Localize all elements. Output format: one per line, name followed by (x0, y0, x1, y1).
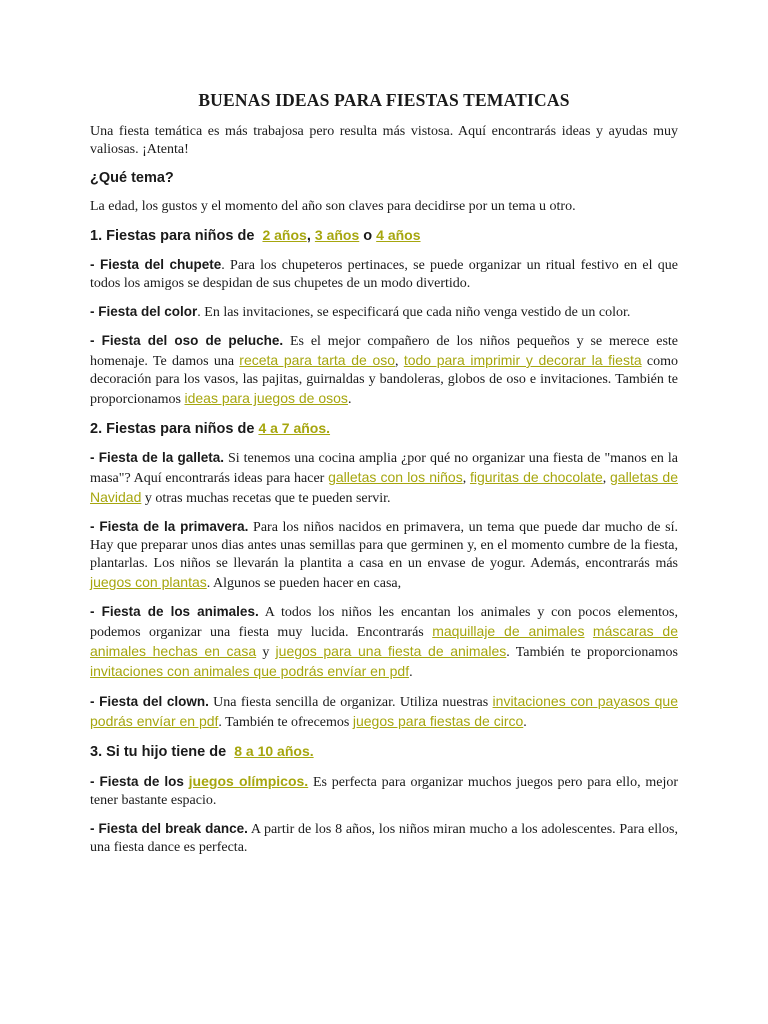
section2-heading-text: 2. Fiestas para niños de (90, 421, 255, 437)
animales-text5: . (409, 665, 413, 680)
galleta-text1: Si tenemos una cocina amplia ¿por qué no organizar una fiesta de "manos en la masa"? Aquí encontrarás ideas para hacer (90, 451, 678, 486)
link-juegos-animales[interactable]: juegos para una fiesta de animales (275, 643, 507, 659)
animales-text4: . También te proporcionamos (506, 645, 678, 660)
olimpicos-paragraph (90, 772, 678, 810)
que-tema-text: La edad, los gustos y el momento del año son claves para decidirse por un tema u otro. (90, 199, 576, 214)
link-maquillaje-animales[interactable]: maquillaje de animales (432, 623, 585, 639)
galleta-text2: , (462, 471, 470, 486)
document-title: BUENAS IDEAS PARA FIESTAS TEMATICAS (198, 90, 570, 110)
link-juegos-osos[interactable]: ideas para juegos de osos (184, 390, 348, 406)
primavera-text2: . Algunos se pueden hacer en casa, (206, 576, 402, 591)
animales-text1: A todos los niños les encantan los animales y con pocos elementos, podemos organizar una fiesta muy lucida. Encontrarás (90, 605, 679, 640)
galleta-label: - Fiesta de la galleta. (90, 450, 224, 465)
galleta-text3: , (602, 471, 611, 486)
animales-text2 (584, 625, 592, 640)
clown-text2: . También te ofrecemos (218, 715, 353, 730)
link-2-anos[interactable]: 2 años (262, 227, 307, 243)
link-juegos-circo[interactable]: juegos para fiestas de circo (352, 713, 524, 729)
color-label: - Fiesta del color (90, 304, 198, 319)
oso-text4: . (347, 392, 352, 407)
galleta-paragraph (90, 449, 678, 508)
break-paragraph (90, 820, 678, 857)
animales-text3: y (256, 645, 276, 660)
link-imprimir-decorar[interactable]: todo para imprimir y decorar la fiesta (403, 352, 642, 368)
document-page (90, 90, 678, 867)
section1-conj: o (363, 228, 373, 244)
chupete-text: . Para los chupeteros pertinaces, se puede organizar un ritual festivo en el que todos los amigos se despidan de sus chupetes de un modo divertido. (90, 258, 678, 291)
chupete-paragraph (90, 256, 678, 293)
clown-text1: Una fiesta sencilla de organizar. Utiliza nuestras (208, 695, 493, 710)
break-label: - Fiesta del break dance. (90, 821, 248, 836)
primavera-label: - Fiesta de la primavera. (90, 519, 249, 534)
que-tema-heading: ¿Qué tema? (90, 170, 174, 186)
link-invitaciones-animales[interactable]: invitaciones con animales que podrás envíar en pdf (90, 663, 410, 679)
link-3-anos[interactable]: 3 años (314, 227, 360, 243)
section3-heading (90, 742, 678, 761)
link-receta-tarta-oso[interactable]: receta para tarta de oso (239, 352, 396, 368)
intro-paragraph: Una fiesta temática es más trabajosa pero resulta más vistosa. Aquí encontrarás ideas y ayudas muy valiosas. ¡Atenta! (90, 124, 678, 157)
primavera-text1: Para los niños nacidos en primavera, un tema que puede dar mucho de sí. Hay que preparar unos dias antes unas semillas para que germinen y, en el momento cumbre de la fiesta, plantarlas. Los niños se llevarán la plantita a casa en un envase de yogur. Además, encontrarás más (90, 520, 679, 571)
oso-text1: Es el mejor compañero de los niños pequeños y se merece este homenaje. Te damos una (90, 334, 678, 369)
section1-sep: , (306, 228, 311, 244)
primavera-paragraph (90, 518, 678, 593)
color-text: . En las invitaciones, se especificará que cada niño venga vestido de un color. (197, 305, 631, 320)
animales-label: - Fiesta de los animales. (90, 604, 259, 619)
clown-label: - Fiesta del clown. (90, 694, 209, 709)
link-4-a-7-anos[interactable]: 4 a 7 años. (258, 420, 331, 436)
olimpicos-text1: Es perfecta para organizar muchos juegos pero para ello, mejor tener bastante espacio. (90, 775, 679, 808)
oso-text3: como decoración para los vasos, las pajitas, guirnaldas y bandoleras, globos de oso e invitaciones. También te proporcionamos (90, 354, 678, 407)
chupete-label: - Fiesta del chupete (90, 257, 222, 272)
link-mascaras-animales[interactable]: máscaras de animales hechas en casa (90, 623, 679, 659)
oso-label: - Fiesta del oso de peluche. (90, 333, 284, 348)
animales-paragraph (90, 603, 678, 682)
section2-heading (90, 419, 678, 438)
clown-text3: . (523, 715, 527, 730)
link-4-anos[interactable]: 4 años (376, 227, 421, 243)
link-8-a-10-anos[interactable]: 8 a 10 años. (234, 743, 314, 759)
clown-paragraph (90, 692, 678, 732)
section1-heading-text: 1. Fiestas para niños de (90, 228, 255, 244)
oso-paragraph (90, 332, 678, 409)
link-galletas-navidad[interactable]: galletas de Navidad (90, 469, 678, 505)
link-invitaciones-payasos[interactable]: invitaciones con payasos que podrás envíar en pdf (90, 693, 678, 729)
link-juegos-plantas[interactable]: juegos con plantas (90, 574, 207, 590)
section1-heading (90, 226, 678, 245)
link-galletas-ninos[interactable]: galletas con los niños (328, 469, 463, 485)
link-juegos-olimpicos[interactable]: juegos olímpicos. (188, 773, 309, 789)
color-paragraph (90, 303, 678, 322)
section3-heading-text: 3. Si tu hijo tiene de (90, 744, 227, 760)
olimpicos-label: - Fiesta de los (90, 774, 184, 789)
galleta-text4: y otras muchas recetas que te pueden servir. (141, 491, 391, 506)
oso-text2: , (395, 354, 404, 369)
link-figuritas-chocolate[interactable]: figuritas de chocolate (469, 469, 603, 485)
break-text1: A partir de los 8 años, los niños miran mucho a los adolescentes. Para ellos, una fiesta dance es perfecta. (90, 822, 678, 855)
